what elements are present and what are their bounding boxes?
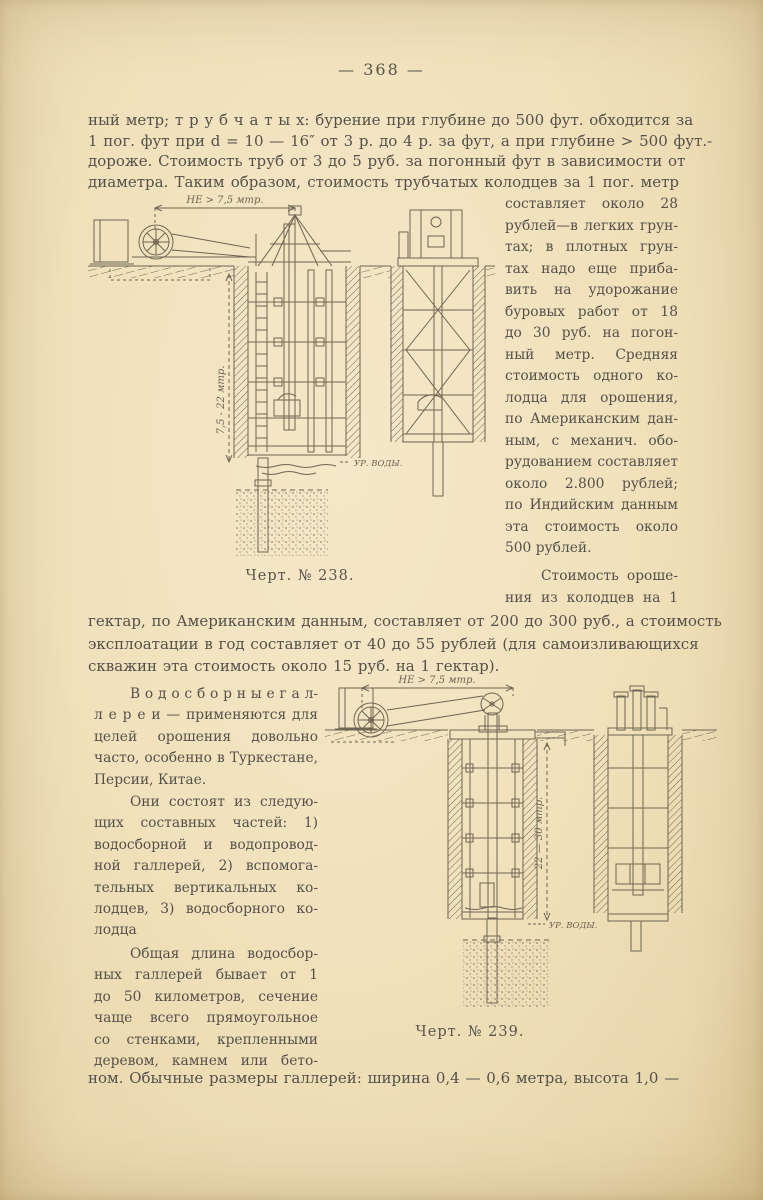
- fig238-side-dimension: [216, 274, 232, 462]
- fig238-main-shaft: [234, 224, 360, 458]
- fig238-dim-top-label: НЕ > 7,5 мтр.: [186, 195, 264, 206]
- text-line: тах; в плотных грун-: [505, 239, 678, 255]
- text-line: рублей—в легких грун-: [505, 217, 678, 234]
- text-line: тельных вертикальных ко-: [94, 879, 318, 896]
- text-line: деревом, камнем или бето-: [94, 1053, 318, 1070]
- text-line: скважин эта стоимость около 15 руб. на 1 гектар).: [88, 657, 500, 675]
- text-line: ном. Обычные размеры галлерей: ширина 0,4 — 0,6 метра, высота 1,0 —: [88, 1069, 680, 1087]
- text-line: чаще всего прямоугольное: [94, 1010, 318, 1027]
- figure-239: [325, 668, 717, 1020]
- text-line: стоимость одного ко-: [505, 368, 678, 384]
- text-line: тах надо еще приба-: [505, 260, 678, 277]
- text-line: по Индийским данным: [505, 497, 678, 513]
- text-line: вить на удорожание: [505, 282, 678, 298]
- text-line: В о д о с б о р н ы е г а л-: [130, 686, 318, 702]
- column-left-paragraph-2: [94, 792, 318, 942]
- text-line: буровых работ от 18: [505, 303, 678, 320]
- text-line: Общая длина водосбор-: [130, 946, 318, 962]
- text-line: до 30 руб. на погон-: [505, 325, 678, 341]
- text-line: диаметра. Таким образом, стоимость трубчатых колодцев за 1 пог. метр: [88, 172, 679, 191]
- text-line: часто, особенно в Туркестане,: [94, 750, 318, 767]
- text-line: эксплоатации в год составляет от 40 до 55 рублей (для самоизливающихся: [88, 634, 699, 653]
- fig238-dim-side-label: 7,5 - 22 мтр.: [216, 365, 227, 435]
- text-line: ным, с механич. обо-: [505, 432, 678, 449]
- text-line: лодца для орошения,: [505, 389, 678, 406]
- text-line: 500 рублей.: [505, 540, 592, 556]
- text-line: ных галлерей бывает от 1: [94, 967, 318, 984]
- text-line: водосборной и водопровод-: [94, 836, 318, 853]
- paragraph-top: [88, 110, 713, 192]
- text-line: щих составных частей: 1): [94, 815, 318, 832]
- text-line: л е р е и — применяются для: [94, 707, 318, 724]
- fig238-top-dimension: [155, 195, 295, 232]
- fig238-section-view: [391, 210, 485, 496]
- text-line: дороже. Стоимость труб от 3 до 5 руб. за погонный фут в зависимости от: [88, 152, 686, 171]
- text-line: около 2.800 рублей;: [505, 475, 678, 492]
- column-left-paragraph-3: [94, 944, 318, 1072]
- figure-239-drawing: [325, 668, 717, 1020]
- text-line: со стенками, крепленными: [94, 1031, 318, 1048]
- text-line: лодца: [94, 922, 137, 939]
- figure-238: [88, 190, 495, 568]
- text-line: по Американским дан-: [505, 411, 678, 427]
- text-line: эта стоимость около: [505, 518, 678, 535]
- text-line: Персии, Китае.: [94, 771, 207, 788]
- text-line: лодцев, 3) водосборного ко-: [94, 901, 318, 918]
- paragraph-bottom: [88, 1068, 679, 1089]
- column-right-paragraph-1: [505, 194, 678, 560]
- fig239-section-view: [594, 686, 682, 951]
- figure-238-caption: Черт. № 238.: [245, 568, 355, 584]
- text-line: Стоимость ороше-: [541, 568, 678, 584]
- fig239-dim-top-label: НЕ > 7,5 мтр.: [398, 675, 476, 686]
- page-number: — 368 —: [338, 60, 425, 79]
- fig238-water-label: УР. ВОДЫ.: [354, 459, 403, 469]
- column-left-paragraph-1: [94, 684, 318, 791]
- fig238-derrick: [248, 206, 351, 266]
- text-line: до 50 километров, сечение: [94, 988, 318, 1005]
- fig239-dim-side-label: 22 — 30 мтр.: [534, 796, 545, 870]
- text-line: Они состоят из следую-: [130, 794, 318, 810]
- text-line: составляет около 28: [505, 196, 678, 212]
- text-line: 1 пог. фут при d = 10 — 16″ от 3 р. до 4 р. за фут, а при глубине > 500 фут.-: [88, 131, 713, 150]
- figure-238-drawing: [88, 190, 495, 568]
- column-right-paragraph-2: [505, 566, 678, 609]
- text-line: ный метр; т р у б ч а т ы х: бурение при глубине до 500 фут. обходится за: [88, 111, 694, 129]
- fig239-water-label: УР. ВОДЫ.: [549, 921, 598, 931]
- fig239-water-level: [463, 907, 597, 1009]
- text-line: рудованием составляет: [505, 454, 678, 470]
- figure-239-caption: Черт. № 239.: [415, 1024, 525, 1040]
- text-line: ной галлерей, 2) вспомога-: [94, 858, 318, 875]
- text-line: ния из колодцев на 1: [505, 589, 678, 606]
- text-line: ный метр. Средняя: [505, 346, 678, 363]
- text-line: гектар, по Американским данным, составляет от 200 до 300 руб., а стоимость: [88, 612, 722, 630]
- text-line: целей орошения довольно: [94, 728, 318, 745]
- fig238-water-level: [236, 458, 402, 556]
